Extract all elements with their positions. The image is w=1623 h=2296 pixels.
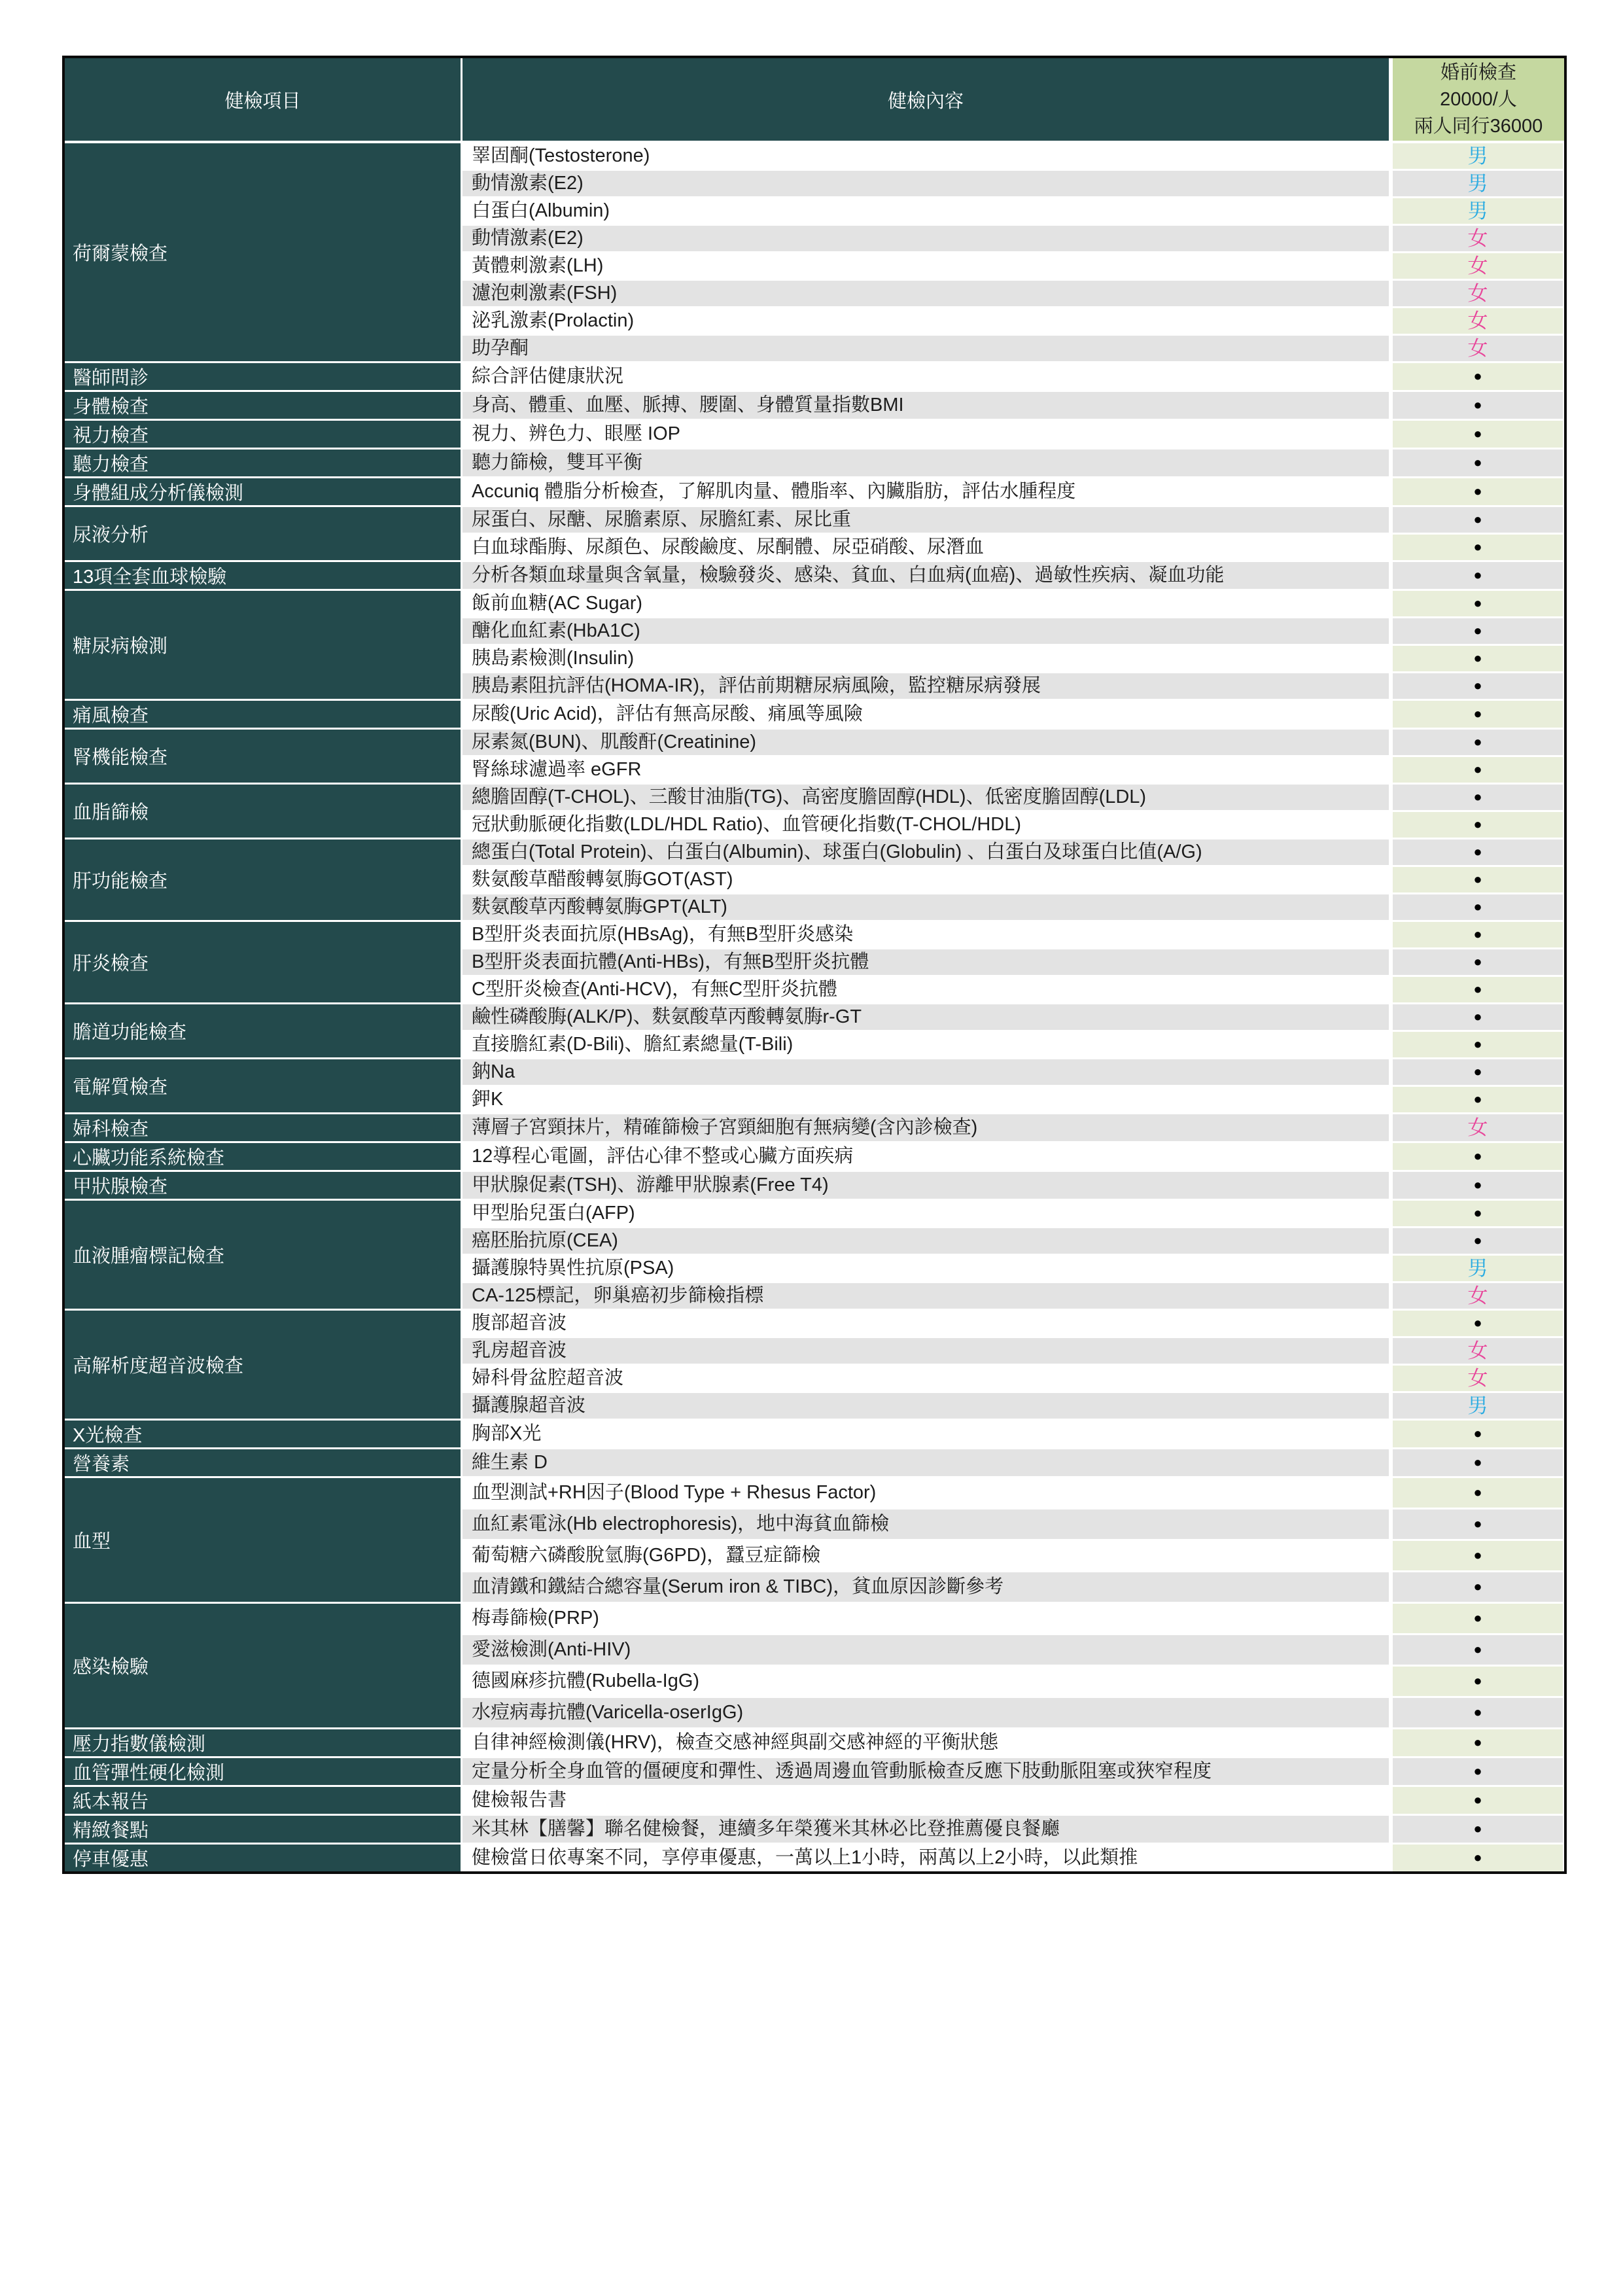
item-content-cell: 身高、體重、血壓、脈搏、腰圍、身體質量指數BMI xyxy=(462,392,1393,421)
table-row xyxy=(65,785,1564,812)
category-cell: X光檢查 xyxy=(65,1421,462,1449)
included-dot-icon: ● xyxy=(1473,567,1482,583)
female-marker: 女 xyxy=(1467,227,1488,250)
included-dot-icon: ● xyxy=(1473,1515,1482,1532)
included-dot-icon: ● xyxy=(1473,511,1482,527)
plan-price-per-person: 20000/人 xyxy=(1440,88,1517,110)
category-cell: 肝炎檢查 xyxy=(65,922,462,1004)
item-content-cell: 胰島素阻抗評估(HOMA-IR)，評估前期糖尿病風險，監控糖尿病發展 xyxy=(462,673,1393,701)
marker-cell xyxy=(1393,363,1564,392)
category-cell: 血型 xyxy=(65,1478,462,1604)
marker-cell xyxy=(1393,1787,1564,1816)
table-row xyxy=(65,1201,1564,1228)
table-row xyxy=(65,1816,1564,1845)
item-content-cell: 葡萄糖六磷酸脫氫脢(G6PD)，蠶豆症篩檢 xyxy=(462,1541,1393,1572)
category-cell: 聽力檢查 xyxy=(65,450,462,478)
item-content-cell: 血清鐵和鐵結合總容量(Serum iron & TIBC)，貧血原因診斷參考 xyxy=(462,1572,1393,1604)
category-cell: 血脂篩檢 xyxy=(65,785,462,839)
table-row xyxy=(65,1604,1564,1635)
marker-cell xyxy=(1393,253,1564,281)
table-row xyxy=(65,1729,1564,1758)
table-row xyxy=(65,1059,1564,1087)
item-content-cell: 尿蛋白、尿醣、尿膽素原、尿膽紅素、尿比重 xyxy=(462,507,1393,535)
marker-cell xyxy=(1393,535,1564,562)
table-row xyxy=(65,363,1564,392)
marker-cell xyxy=(1393,977,1564,1004)
category-cell: 13項全套血球檢驗 xyxy=(65,562,462,591)
included-dot-icon: ● xyxy=(1473,953,1482,970)
marker-cell xyxy=(1393,1478,1564,1510)
category-cell: 身體組成分析儀檢測 xyxy=(65,478,462,507)
table-row xyxy=(65,562,1564,591)
category-cell: 心臟功能系統檢查 xyxy=(65,1143,462,1172)
marker-cell xyxy=(1393,1032,1564,1059)
table-row xyxy=(65,1758,1564,1787)
item-content-cell: C型肝炎檢查(Anti-HCV)，有無C型肝炎抗體 xyxy=(462,977,1393,1004)
item-content-cell: 動情激素(E2) xyxy=(462,171,1393,198)
column-header-checkup-content: 健檢內容 xyxy=(462,58,1393,143)
category-cell: 腎機能檢查 xyxy=(65,730,462,785)
item-content-cell: 婦科骨盆腔超音波 xyxy=(462,1366,1393,1393)
category-cell: 感染檢驗 xyxy=(65,1604,462,1729)
item-content-cell: 冠狀動脈硬化指數(LDL/HDL Ratio)、血管硬化指數(T-CHOL/HDL) xyxy=(462,812,1393,839)
included-dot-icon: ● xyxy=(1473,1315,1482,1331)
marker-cell xyxy=(1393,450,1564,478)
category-cell: 婦科檢查 xyxy=(65,1114,462,1143)
item-content-cell: 綜合評估健康狀況 xyxy=(462,363,1393,392)
table-row xyxy=(65,1172,1564,1201)
included-dot-icon: ● xyxy=(1473,425,1482,442)
included-dot-icon: ● xyxy=(1473,539,1482,555)
item-content-cell: 助孕酮 xyxy=(462,336,1393,363)
item-content-cell: 直接膽紅素(D-Bili)、膽紅素總量(T-Bili) xyxy=(462,1032,1393,1059)
table-row xyxy=(65,1143,1564,1172)
female-marker: 女 xyxy=(1467,1284,1488,1307)
included-dot-icon: ● xyxy=(1473,1176,1482,1193)
table-body xyxy=(65,143,1564,1871)
item-content-cell: 攝護腺特異性抗原(PSA) xyxy=(462,1256,1393,1283)
marker-cell xyxy=(1393,1845,1564,1871)
included-dot-icon: ● xyxy=(1473,1148,1482,1164)
item-content-cell: 攝護腺超音波 xyxy=(462,1393,1393,1421)
item-content-cell: 定量分析全身血管的僵硬度和彈性、透過周邊血管動脈檢查反應下肢動脈阻塞或狹窄程度 xyxy=(462,1758,1393,1787)
included-dot-icon: ● xyxy=(1473,1425,1482,1441)
marker-cell xyxy=(1393,1667,1564,1698)
marker-cell xyxy=(1393,1758,1564,1787)
marker-cell xyxy=(1393,1510,1564,1541)
marker-cell xyxy=(1393,867,1564,894)
item-content-cell: 德國麻疹抗體(Rubella-IgG) xyxy=(462,1667,1393,1698)
included-dot-icon: ● xyxy=(1473,454,1482,470)
marker-cell xyxy=(1393,392,1564,421)
item-content-cell: Accuniq 體脂分析檢查，了解肌肉量、體脂率、內臟脂肪，評估水腫程度 xyxy=(462,478,1393,507)
female-marker: 女 xyxy=(1467,309,1488,332)
table-row xyxy=(65,143,1564,171)
included-dot-icon: ● xyxy=(1473,1454,1482,1470)
category-cell: 甲狀腺檢查 xyxy=(65,1172,462,1201)
included-dot-icon: ● xyxy=(1473,1036,1482,1052)
marker-cell xyxy=(1393,1635,1564,1667)
marker-cell xyxy=(1393,226,1564,253)
male-marker: 男 xyxy=(1467,200,1488,222)
marker-cell xyxy=(1393,171,1564,198)
category-cell: 高解析度超音波檢查 xyxy=(65,1311,462,1421)
marker-cell xyxy=(1393,1338,1564,1366)
table-row xyxy=(65,421,1564,450)
item-content-cell: 麩氨酸草醋酸轉氨脢GOT(AST) xyxy=(462,867,1393,894)
included-dot-icon: ● xyxy=(1473,1763,1482,1779)
category-cell: 肝功能檢查 xyxy=(65,839,462,922)
marker-cell xyxy=(1393,894,1564,922)
included-dot-icon: ● xyxy=(1473,1610,1482,1626)
included-dot-icon: ● xyxy=(1473,1792,1482,1808)
item-content-cell: 醣化血紅素(HbA1C) xyxy=(462,618,1393,646)
marker-cell xyxy=(1393,1698,1564,1729)
marker-cell xyxy=(1393,1228,1564,1256)
item-content-cell: 鉀K xyxy=(462,1087,1393,1114)
plan-price-couple: 兩人同行36000 xyxy=(1414,115,1543,137)
marker-cell xyxy=(1393,198,1564,226)
category-cell: 血管彈性硬化檢測 xyxy=(65,1758,462,1787)
category-cell: 視力檢查 xyxy=(65,421,462,450)
item-content-cell: 血紅素電泳(Hb electrophoresis)，地中海貧血篩檢 xyxy=(462,1510,1393,1541)
item-content-cell: 12導程心電圖，評估心律不整或心臟方面疾病 xyxy=(462,1143,1393,1172)
marker-cell xyxy=(1393,507,1564,535)
female-marker: 女 xyxy=(1467,1116,1488,1139)
table-row xyxy=(65,1845,1564,1871)
table-row xyxy=(65,1311,1564,1338)
category-cell: 血液腫瘤標記檢查 xyxy=(65,1201,462,1311)
item-content-cell: 薄層子宮頸抹片，精確篩檢子宮頸細胞有無病變(含內診檢查) xyxy=(462,1114,1393,1143)
included-dot-icon: ● xyxy=(1473,397,1482,413)
item-content-cell: 癌胚胎抗原(CEA) xyxy=(462,1228,1393,1256)
marker-cell xyxy=(1393,1393,1564,1421)
marker-cell xyxy=(1393,1256,1564,1283)
marker-cell xyxy=(1393,757,1564,785)
included-dot-icon: ● xyxy=(1473,1672,1482,1689)
marker-cell xyxy=(1393,1283,1564,1311)
male-marker: 男 xyxy=(1467,1257,1488,1280)
item-content-cell: 黃體刺激素(LH) xyxy=(462,253,1393,281)
marker-cell xyxy=(1393,618,1564,646)
included-dot-icon: ● xyxy=(1473,1484,1482,1500)
item-content-cell: 尿素氮(BUN)、肌酸酐(Creatinine) xyxy=(462,730,1393,757)
included-dot-icon: ● xyxy=(1473,843,1482,860)
marker-cell xyxy=(1393,785,1564,812)
table-row xyxy=(65,922,1564,949)
item-content-cell: 愛滋檢測(Anti-HIV) xyxy=(462,1635,1393,1667)
marker-cell xyxy=(1393,1541,1564,1572)
item-content-cell: 總蛋白(Total Protein)、白蛋白(Albumin)、球蛋白(Globulin) 、白蛋白及球蛋白比值(A/G) xyxy=(462,839,1393,867)
marker-cell xyxy=(1393,1059,1564,1087)
marker-cell xyxy=(1393,1449,1564,1478)
female-marker: 女 xyxy=(1467,1339,1488,1362)
table-row xyxy=(65,1478,1564,1510)
item-content-cell: 腹部超音波 xyxy=(462,1311,1393,1338)
table-row xyxy=(65,392,1564,421)
marker-cell xyxy=(1393,421,1564,450)
included-dot-icon: ● xyxy=(1473,816,1482,832)
marker-cell xyxy=(1393,1366,1564,1393)
included-dot-icon: ● xyxy=(1473,595,1482,611)
table-row xyxy=(65,1114,1564,1143)
included-dot-icon: ● xyxy=(1473,1091,1482,1107)
marker-cell xyxy=(1393,1604,1564,1635)
item-content-cell: 尿酸(Uric Acid)，評估有無高尿酸、痛風等風險 xyxy=(462,701,1393,730)
included-dot-icon: ● xyxy=(1473,1849,1482,1865)
marker-cell xyxy=(1393,839,1564,867)
category-cell: 糖尿病檢測 xyxy=(65,591,462,701)
item-content-cell: 飯前血糖(AC Sugar) xyxy=(462,591,1393,618)
item-content-cell: 腎絲球濾過率 eGFR xyxy=(462,757,1393,785)
health-checkup-table xyxy=(62,56,1567,1874)
marker-cell xyxy=(1393,1004,1564,1032)
item-content-cell: 胸部X光 xyxy=(462,1421,1393,1449)
included-dot-icon: ● xyxy=(1473,871,1482,887)
included-dot-icon: ● xyxy=(1473,483,1482,499)
item-content-cell: 睪固酮(Testosterone) xyxy=(462,143,1393,171)
male-marker: 男 xyxy=(1467,172,1488,195)
category-cell: 精緻餐點 xyxy=(65,1816,462,1845)
column-header-checkup-item: 健檢項目 xyxy=(65,58,462,143)
item-content-cell: 甲型胎兒蛋白(AFP) xyxy=(462,1201,1393,1228)
item-content-cell: 健檢當日依專案不同，享停車優惠，一萬以上1小時，兩萬以上2小時，以此類推 xyxy=(462,1845,1393,1871)
marker-cell xyxy=(1393,673,1564,701)
female-marker: 女 xyxy=(1467,255,1488,277)
included-dot-icon: ● xyxy=(1473,368,1482,384)
included-dot-icon: ● xyxy=(1473,1820,1482,1837)
item-content-cell: CA-125標記，卵巢癌初步篩檢指標 xyxy=(462,1283,1393,1311)
included-dot-icon: ● xyxy=(1473,1641,1482,1657)
item-content-cell: 米其林【膳馨】聯名健檢餐，連續多年榮獲米其林必比登推薦優良餐廳 xyxy=(462,1816,1393,1845)
included-dot-icon: ● xyxy=(1473,1734,1482,1750)
included-dot-icon: ● xyxy=(1473,1205,1482,1221)
item-content-cell: B型肝炎表面抗體(Anti-HBs)，有無B型肝炎抗體 xyxy=(462,949,1393,977)
category-cell: 電解質檢查 xyxy=(65,1059,462,1114)
category-cell: 壓力指數儀檢測 xyxy=(65,1729,462,1758)
included-dot-icon: ● xyxy=(1473,705,1482,722)
marker-cell xyxy=(1393,1311,1564,1338)
male-marker: 男 xyxy=(1467,1394,1488,1417)
item-content-cell: 分析各類血球量與含氧量，檢驗發炎、感染、貧血、白血病(血癌)、過敏性疾病、凝血功能 xyxy=(462,562,1393,591)
item-content-cell: 乳房超音波 xyxy=(462,1338,1393,1366)
included-dot-icon: ● xyxy=(1473,733,1482,750)
item-content-cell: 鈉Na xyxy=(462,1059,1393,1087)
category-cell: 紙本報告 xyxy=(65,1787,462,1816)
item-content-cell: 維生素 D xyxy=(462,1449,1393,1478)
item-content-cell: 自律神經檢測儀(HRV)，檢查交感神經與副交感神經的平衡狀態 xyxy=(462,1729,1393,1758)
item-content-cell: 動情激素(E2) xyxy=(462,226,1393,253)
category-cell: 荷爾蒙檢查 xyxy=(65,143,462,363)
category-cell: 膽道功能檢查 xyxy=(65,1004,462,1059)
item-content-cell: 聽力篩檢，雙耳平衡 xyxy=(462,450,1393,478)
marker-cell xyxy=(1393,591,1564,618)
marker-cell xyxy=(1393,478,1564,507)
included-dot-icon: ● xyxy=(1473,898,1482,915)
item-content-cell: 白蛋白(Albumin) xyxy=(462,198,1393,226)
item-content-cell: 濾泡刺激素(FSH) xyxy=(462,281,1393,308)
item-content-cell: 梅毒篩檢(PRP) xyxy=(462,1604,1393,1635)
item-content-cell: 胰島素檢測(Insulin) xyxy=(462,646,1393,673)
marker-cell xyxy=(1393,949,1564,977)
marker-cell xyxy=(1393,1816,1564,1845)
item-content-cell: 健檢報告書 xyxy=(462,1787,1393,1816)
marker-cell xyxy=(1393,1087,1564,1114)
table-row xyxy=(65,478,1564,507)
male-marker: 男 xyxy=(1467,145,1488,168)
table-row xyxy=(65,591,1564,618)
marker-cell xyxy=(1393,701,1564,730)
item-content-cell: 泌乳激素(Prolactin) xyxy=(462,308,1393,336)
marker-cell xyxy=(1393,1172,1564,1201)
category-cell: 痛風檢查 xyxy=(65,701,462,730)
marker-cell xyxy=(1393,730,1564,757)
table-row xyxy=(65,730,1564,757)
included-dot-icon: ● xyxy=(1473,1232,1482,1248)
table-row xyxy=(65,1787,1564,1816)
item-content-cell: 白血球酯脢、尿顏色、尿酸鹼度、尿酮體、尿亞硝酸、尿潛血 xyxy=(462,535,1393,562)
included-dot-icon: ● xyxy=(1473,1063,1482,1080)
marker-cell xyxy=(1393,1201,1564,1228)
category-cell: 營養素 xyxy=(65,1449,462,1478)
marker-cell xyxy=(1393,1143,1564,1172)
included-dot-icon: ● xyxy=(1473,926,1482,942)
marker-cell xyxy=(1393,922,1564,949)
marker-cell xyxy=(1393,1421,1564,1449)
female-marker: 女 xyxy=(1467,337,1488,360)
included-dot-icon: ● xyxy=(1473,622,1482,639)
column-header-premarital-plan xyxy=(1393,58,1564,143)
included-dot-icon: ● xyxy=(1473,677,1482,694)
table-row xyxy=(65,701,1564,730)
marker-cell xyxy=(1393,143,1564,171)
item-content-cell: 鹼性磷酸脢(ALK/P)、麩氨酸草丙酸轉氨脢r-GT xyxy=(462,1004,1393,1032)
female-marker: 女 xyxy=(1467,1367,1488,1390)
item-content-cell: 麩氨酸草丙酸轉氨脢GPT(ALT) xyxy=(462,894,1393,922)
included-dot-icon: ● xyxy=(1473,1008,1482,1025)
marker-cell xyxy=(1393,308,1564,336)
table-row xyxy=(65,1421,1564,1449)
item-content-cell: 水痘病毒抗體(Varicella-oserIgG) xyxy=(462,1698,1393,1729)
marker-cell xyxy=(1393,1729,1564,1758)
marker-cell xyxy=(1393,646,1564,673)
included-dot-icon: ● xyxy=(1473,1704,1482,1720)
category-cell: 尿液分析 xyxy=(65,507,462,562)
marker-cell xyxy=(1393,562,1564,591)
plan-title: 婚前檢查 xyxy=(1440,62,1516,83)
included-dot-icon: ● xyxy=(1473,788,1482,805)
item-content-cell: B型肝炎表面抗原(HBsAg)，有無B型肝炎感染 xyxy=(462,922,1393,949)
item-content-cell: 血型測試+RH因子(Blood Type + Rhesus Factor) xyxy=(462,1478,1393,1510)
table-row xyxy=(65,507,1564,535)
item-content-cell: 總膽固醇(T-CHOL)、三酸甘油脂(TG)、高密度膽固醇(HDL)、低密度膽固醇(LDL) xyxy=(462,785,1393,812)
table-row xyxy=(65,839,1564,867)
marker-cell xyxy=(1393,281,1564,308)
table-row xyxy=(65,450,1564,478)
included-dot-icon: ● xyxy=(1473,761,1482,777)
marker-cell xyxy=(1393,1572,1564,1604)
included-dot-icon: ● xyxy=(1473,1578,1482,1595)
included-dot-icon: ● xyxy=(1473,650,1482,666)
included-dot-icon: ● xyxy=(1473,981,1482,997)
item-content-cell: 視力、辨色力、眼壓 IOP xyxy=(462,421,1393,450)
included-dot-icon: ● xyxy=(1473,1547,1482,1563)
marker-cell xyxy=(1393,812,1564,839)
table-row xyxy=(65,1449,1564,1478)
header-row xyxy=(65,58,1564,143)
table-row xyxy=(65,1004,1564,1032)
marker-cell xyxy=(1393,336,1564,363)
category-cell: 醫師問診 xyxy=(65,363,462,392)
marker-cell xyxy=(1393,1114,1564,1143)
category-cell: 停車優惠 xyxy=(65,1845,462,1871)
female-marker: 女 xyxy=(1467,282,1488,305)
item-content-cell: 甲狀腺促素(TSH)、游離甲狀腺素(Free T4) xyxy=(462,1172,1393,1201)
category-cell: 身體檢查 xyxy=(65,392,462,421)
